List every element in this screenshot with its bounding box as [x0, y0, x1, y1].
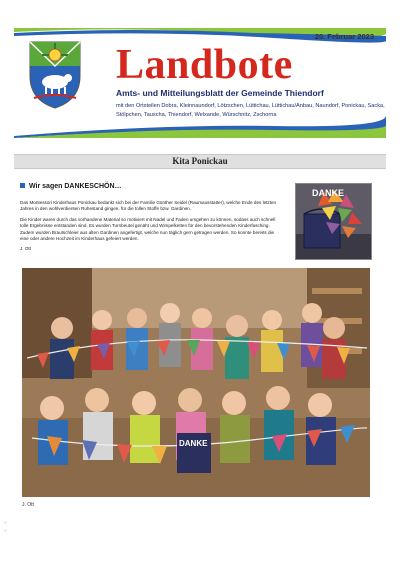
- article-thumbnail-photo: [295, 183, 372, 260]
- coat-of-arms: [28, 40, 82, 110]
- section-title: Kita Ponickau: [14, 154, 386, 169]
- issue-date: 20. Februar 2023: [314, 32, 374, 41]
- article-author: J. Ott: [20, 246, 31, 252]
- group-photo: [22, 268, 370, 497]
- article-paragraph: Das Montessori Kinderhaus Ponickau bedankt sich bei der Familie Günther Seidel (Raumausstatter), welche Ende des letzten Jahres in den wohlverdienten Ruhestand gingen, für die tollen Stoffe bzw. Gardinen.: [20, 200, 277, 212]
- masthead: [14, 28, 386, 133]
- newspaper-title: Landbote: [116, 42, 293, 88]
- article-body: [20, 200, 282, 257]
- article-headline: [20, 183, 122, 190]
- district-list: mit den Ortsteilen Dobra, Kleinnaundorf, Lötzschen, Lüttichau, Lüttichau/Anbau, Naundorf, Ponickau, Sacka, Stölpchen, Tauscha, Thiendorf, Welxande, Würschnitz, Zschorna: [116, 103, 385, 118]
- thumbnail-illustration: [296, 184, 371, 259]
- crop-mark: +: [4, 520, 7, 525]
- group-photo-illustration: [22, 268, 370, 497]
- photo-banner-text: DANKE: [179, 439, 208, 448]
- masthead-bottom-swoosh: [14, 114, 386, 138]
- thumbnail-banner-text: DANKE: [312, 188, 345, 198]
- article-headline-text: Wir sagen DANKESCHÖN…: [29, 183, 122, 190]
- photo-credit: J. Ott: [22, 502, 34, 508]
- bullet-square-icon: [20, 183, 25, 188]
- newspaper-subtitle: Amts- und Mitteilungsblatt der Gemeinde Thiendorf: [116, 88, 324, 98]
- article-paragraph: Die Kinder waren durch das vorhandene Material so motiviert mit Nadel und Faden umgehen zu können, sodass auch schnell tolle Ergebnisse entstanden sind. Es wurden Turnbeutel genäht und Wimpelketten für den bevorstehenden Kinderfasching. Zudem wurden Brautschleier aus alten Gardinen angefertigt, welche nun täglich gern getragen werden. So konnte bereits die eine oder andere Hochzeit im Kinderhaus gefeiert werden.: [20, 216, 276, 242]
- crop-mark: +: [4, 528, 7, 533]
